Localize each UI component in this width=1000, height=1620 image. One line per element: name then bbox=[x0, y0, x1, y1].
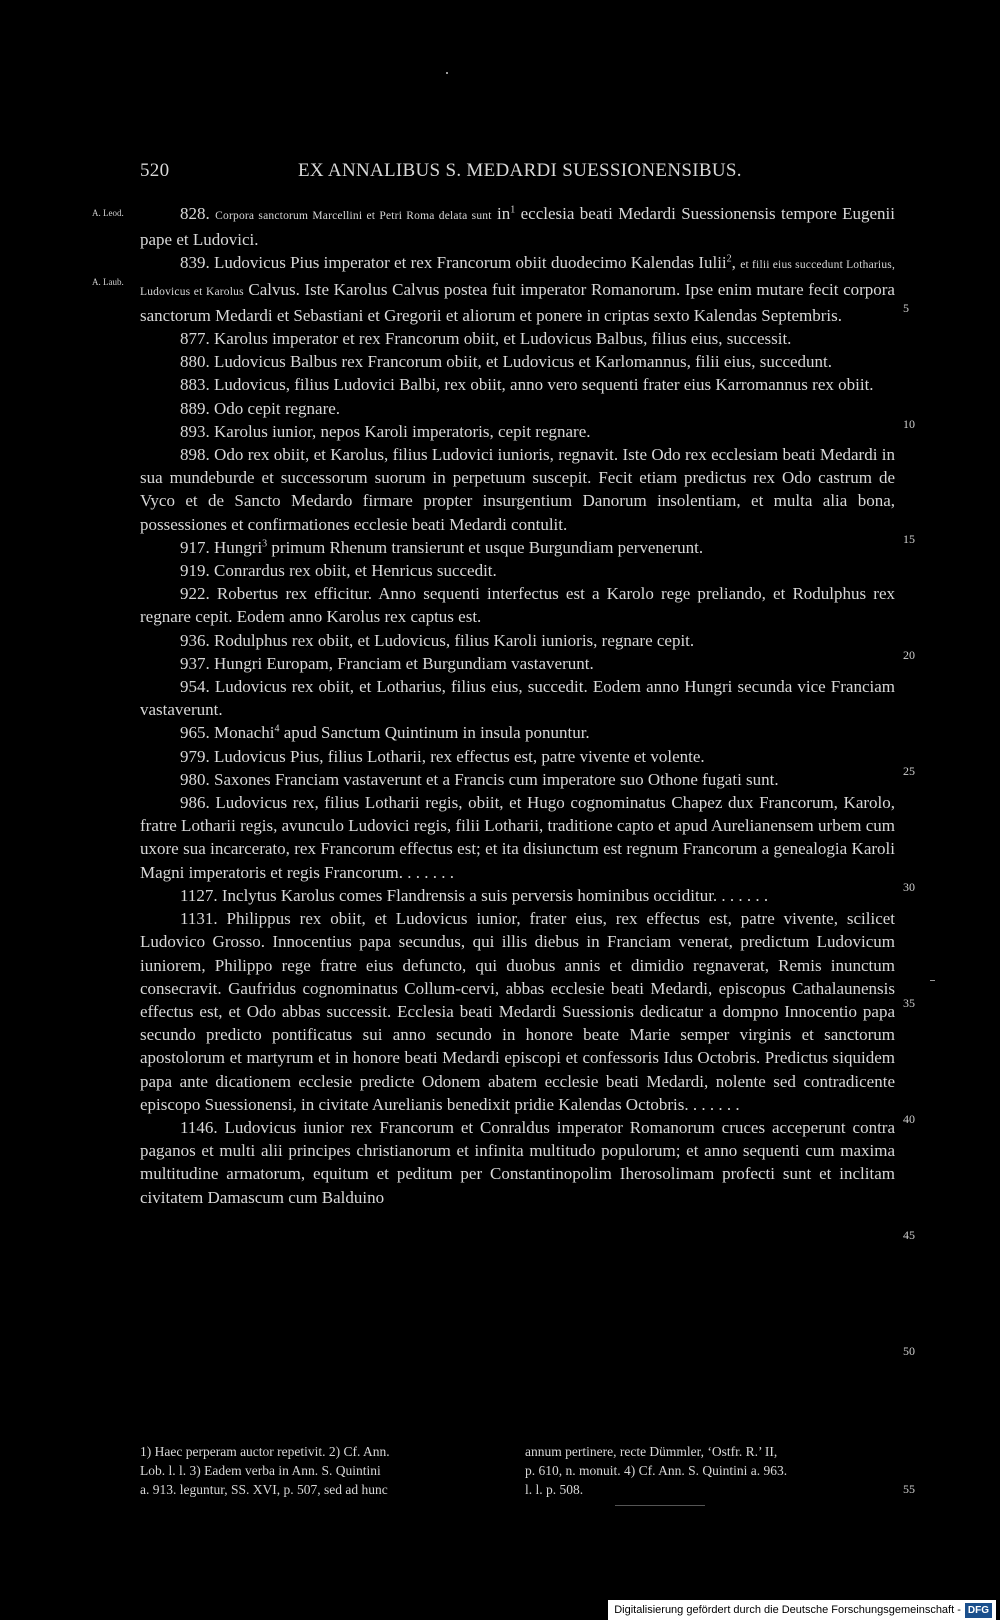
footnotes-left-column bbox=[140, 1442, 524, 1499]
entry-936: 936. Rodulphus rex obiit, et Ludovicus, filius Karoli iunioris, regnare cepit. bbox=[180, 630, 695, 650]
footnote-line: 1) Haec perperam auctor repetivit. 2) Cf. Ann. bbox=[140, 1444, 390, 1459]
entry-937: 937. Hungri Europam, Franciam et Burgundiam vastaverunt. bbox=[180, 653, 594, 673]
sidenote-a-laub: A. Laub. bbox=[92, 277, 124, 287]
dfg-funding-text: Digitalisierung gefördert durch die Deutsche Forschungsgemeinschaft - bbox=[614, 1604, 961, 1616]
entry-880: 880. Ludovicus Balbus rex Francorum obiit, et Ludovicus et Karlomannus, filii eius, succedunt. bbox=[180, 352, 833, 372]
footnote-line: p. 610, n. monuit. 4) Cf. Ann. S. Quintini a. 963. bbox=[525, 1463, 788, 1478]
line-number: 50 bbox=[903, 1344, 915, 1358]
scan-speck bbox=[446, 72, 448, 74]
page-header bbox=[140, 160, 900, 190]
line-number: 5 bbox=[903, 301, 909, 315]
scan-smudge bbox=[615, 1505, 705, 1506]
line-number: 30 bbox=[903, 880, 915, 894]
entry-979: 979. Ludovicus Pius, filius Lotharii, rex effectus est, patre vivente et volente. bbox=[180, 746, 705, 766]
entry-980: 980. Saxones Franciam vastaverunt et a Francis cum imperatore suo Othone fugati sunt. bbox=[180, 769, 779, 789]
entry-883: 883. Ludovicus, filius Ludovici Balbi, rex obiit, anno vero sequenti frater eius Karromannus rex obiit. bbox=[180, 375, 874, 395]
footnote-line: annum pertinere, recte Dümmler, ‘Ostfr. R.’ II, bbox=[525, 1444, 778, 1459]
footnotes-right-column bbox=[525, 1442, 900, 1499]
footnote-line: a. 913. leguntur, SS. XVI, p. 507, sed ad hunc bbox=[140, 1482, 388, 1497]
entry-917: 917. Hungri$^3$ primum Rhenum transierunt et usque Burgundiam pervenerunt. bbox=[180, 537, 704, 557]
entry-919: 919. Conrardus rex obiit, et Henricus succedit. bbox=[180, 561, 497, 581]
line-number: 20 bbox=[903, 648, 915, 662]
dfg-logo[interactable]: DFG bbox=[965, 1603, 992, 1618]
footnote-line: Lob. l. l. 3) Eadem verba in Ann. S. Quintini bbox=[140, 1463, 381, 1478]
page-number: 520 bbox=[140, 160, 170, 181]
entry-1127: 1127. Inclytus Karolus comes Flandrensis a suis perversis hominibus occiditur. . . . . . . bbox=[180, 885, 769, 905]
entry-898: 898. Odo rex obiit, et Karolus, filius Ludovici iunioris, regnavit. Iste Odo rex ecclesiam beati Medardi in sua mundeburde et successorum suorum in perpetuum suscepit. Fecit etiam predictus rex Odo castrum de Vyco et de Sancto Medardo firmare propter insurgentium Danorum insolentiam, et multa alia bona, possessiones et confirmationes ecclesie beati Medardi contulit. bbox=[140, 445, 895, 534]
line-number: 35 bbox=[903, 996, 915, 1010]
entry-889: 889. Odo cepit regnare. bbox=[180, 398, 341, 418]
line-number: 25 bbox=[903, 764, 915, 778]
line-number: 15 bbox=[903, 532, 915, 546]
entry-893: 893. Karolus iunior, nepos Karoli imperatoris, cepit regnare. bbox=[180, 421, 591, 441]
entry-839: 839. Ludovicus Pius imperator et rex Francorum obiit duodecimo Kalendas Iulii$^2$, et filii eius succedunt Lotharius, Ludovicus et Karolus Calvus. Iste Karolus Calvus postea fuit imperator Romanorum. Ipse enim mutare fecit corpora sanctorum Medardi et Sebastiani et Gregorii et aliorum et ponere in criptas sexto Kalendas Septembris. bbox=[140, 253, 896, 325]
entry-922: 922. Robertus rex efficitur. Anno sequenti interfectus est a Karolo rege preliando, et Rodulphus rex regnare cepit. Eodem anno Karolus rex captus est. bbox=[140, 584, 895, 627]
line-number: 40 bbox=[903, 1112, 915, 1126]
entry-877: 877. Karolus imperator et rex Francorum obiit, et Ludovicus Balbus, filius eius, successit. bbox=[180, 329, 792, 349]
entry-954: 954. Ludovicus rex obiit, et Lotharius, filius eius, succedit. Eodem anno Hungri secunda vice Franciam vastaverunt. bbox=[140, 677, 895, 720]
line-number: 45 bbox=[903, 1228, 915, 1242]
entry-965: 965. Monachi$^4$ apud Sanctum Quintinum in insula ponuntur. bbox=[180, 723, 590, 743]
line-number: 55 bbox=[903, 1482, 915, 1496]
footnote-line: l. l. p. 508. bbox=[525, 1482, 584, 1497]
sidenote-a-leod: A. Leod. bbox=[92, 208, 124, 218]
scan-speck bbox=[930, 980, 935, 981]
line-number: 10 bbox=[903, 417, 915, 431]
entry-1131: 1131. Philippus rex obiit, et Ludovicus iunior, frater eius, rex effectus est, patre vivente, scilicet Ludovico Grosso. Innocentius papa secundus, qui illis diebus in Franciam venerat, predictum Ludovicum iuniorem, Philippo rege fratre eius defuncto, qui duobus annis et dimidio regnaverat, Remis inunctum consecravit. Gaufridus cognominatus Collum-cervi, abbas ecclesie beati Medardi, episcopus Cathalaunensis effectus est, et Odo abbas successit. Ecclesia beati Medardi Suessionis dedicatur a dompno Innocentio papa secundo predicto pontificatus sui anno secundo in honore beate Marie semper virginis et sanctorum apostolorum et martyrum et in honore beati Medardi episcopi et confessoris Idus Octobris. Predictus siquidem papa ante dicationem ecclesie predicte Odonem abatem ecclesie beati Medardi, nolente sed contradicente episcopo Suessionensi, in civitate Aurelianis benedixit pridie Kalendas Octobris. . . . . . . bbox=[140, 909, 896, 1114]
entry-986: 986. Ludovicus rex, filius Lotharii regis, obiit, et Hugo cognominatus Chapez dux Francorum, Karolo, fratre Lotharii regis, avunculo Ludovici regis, filii Lotharii, traditione capto et apud Aurelianensem urbem cum uxore sua incarcerato, rex Francorum effectus est; et ita disiunctum est regnum Francorum a genealogia Karoli Magni imperatoris et regis Francorum. . . . . . . bbox=[140, 793, 895, 882]
entry-828: 828. Corpora sanctorum Marcellini et Petri Roma delata sunt $in^1$ ecclesia beati Medardi Suessionensis tempore Eugenii pape et Ludovici. bbox=[140, 204, 896, 250]
running-title: EX ANNALIBUS S. MEDARDI SUESSIONENSIBUS. bbox=[298, 160, 742, 181]
dfg-funding-bar bbox=[608, 1600, 996, 1620]
annals-text bbox=[140, 202, 895, 1209]
entry-1146: 1146. Ludovicus iunior rex Francorum et Conraldus imperator Romanorum cruces acceperunt contra paganos et multi alii principes christianorum et infinita multitudo populorum; et anno sequenti cum maxima multitudine armatorum, equitum et peditum per Constantinopolim Iherosolimam profecti sunt et inclitam civitatem Damascum cum Balduino bbox=[140, 1117, 895, 1207]
